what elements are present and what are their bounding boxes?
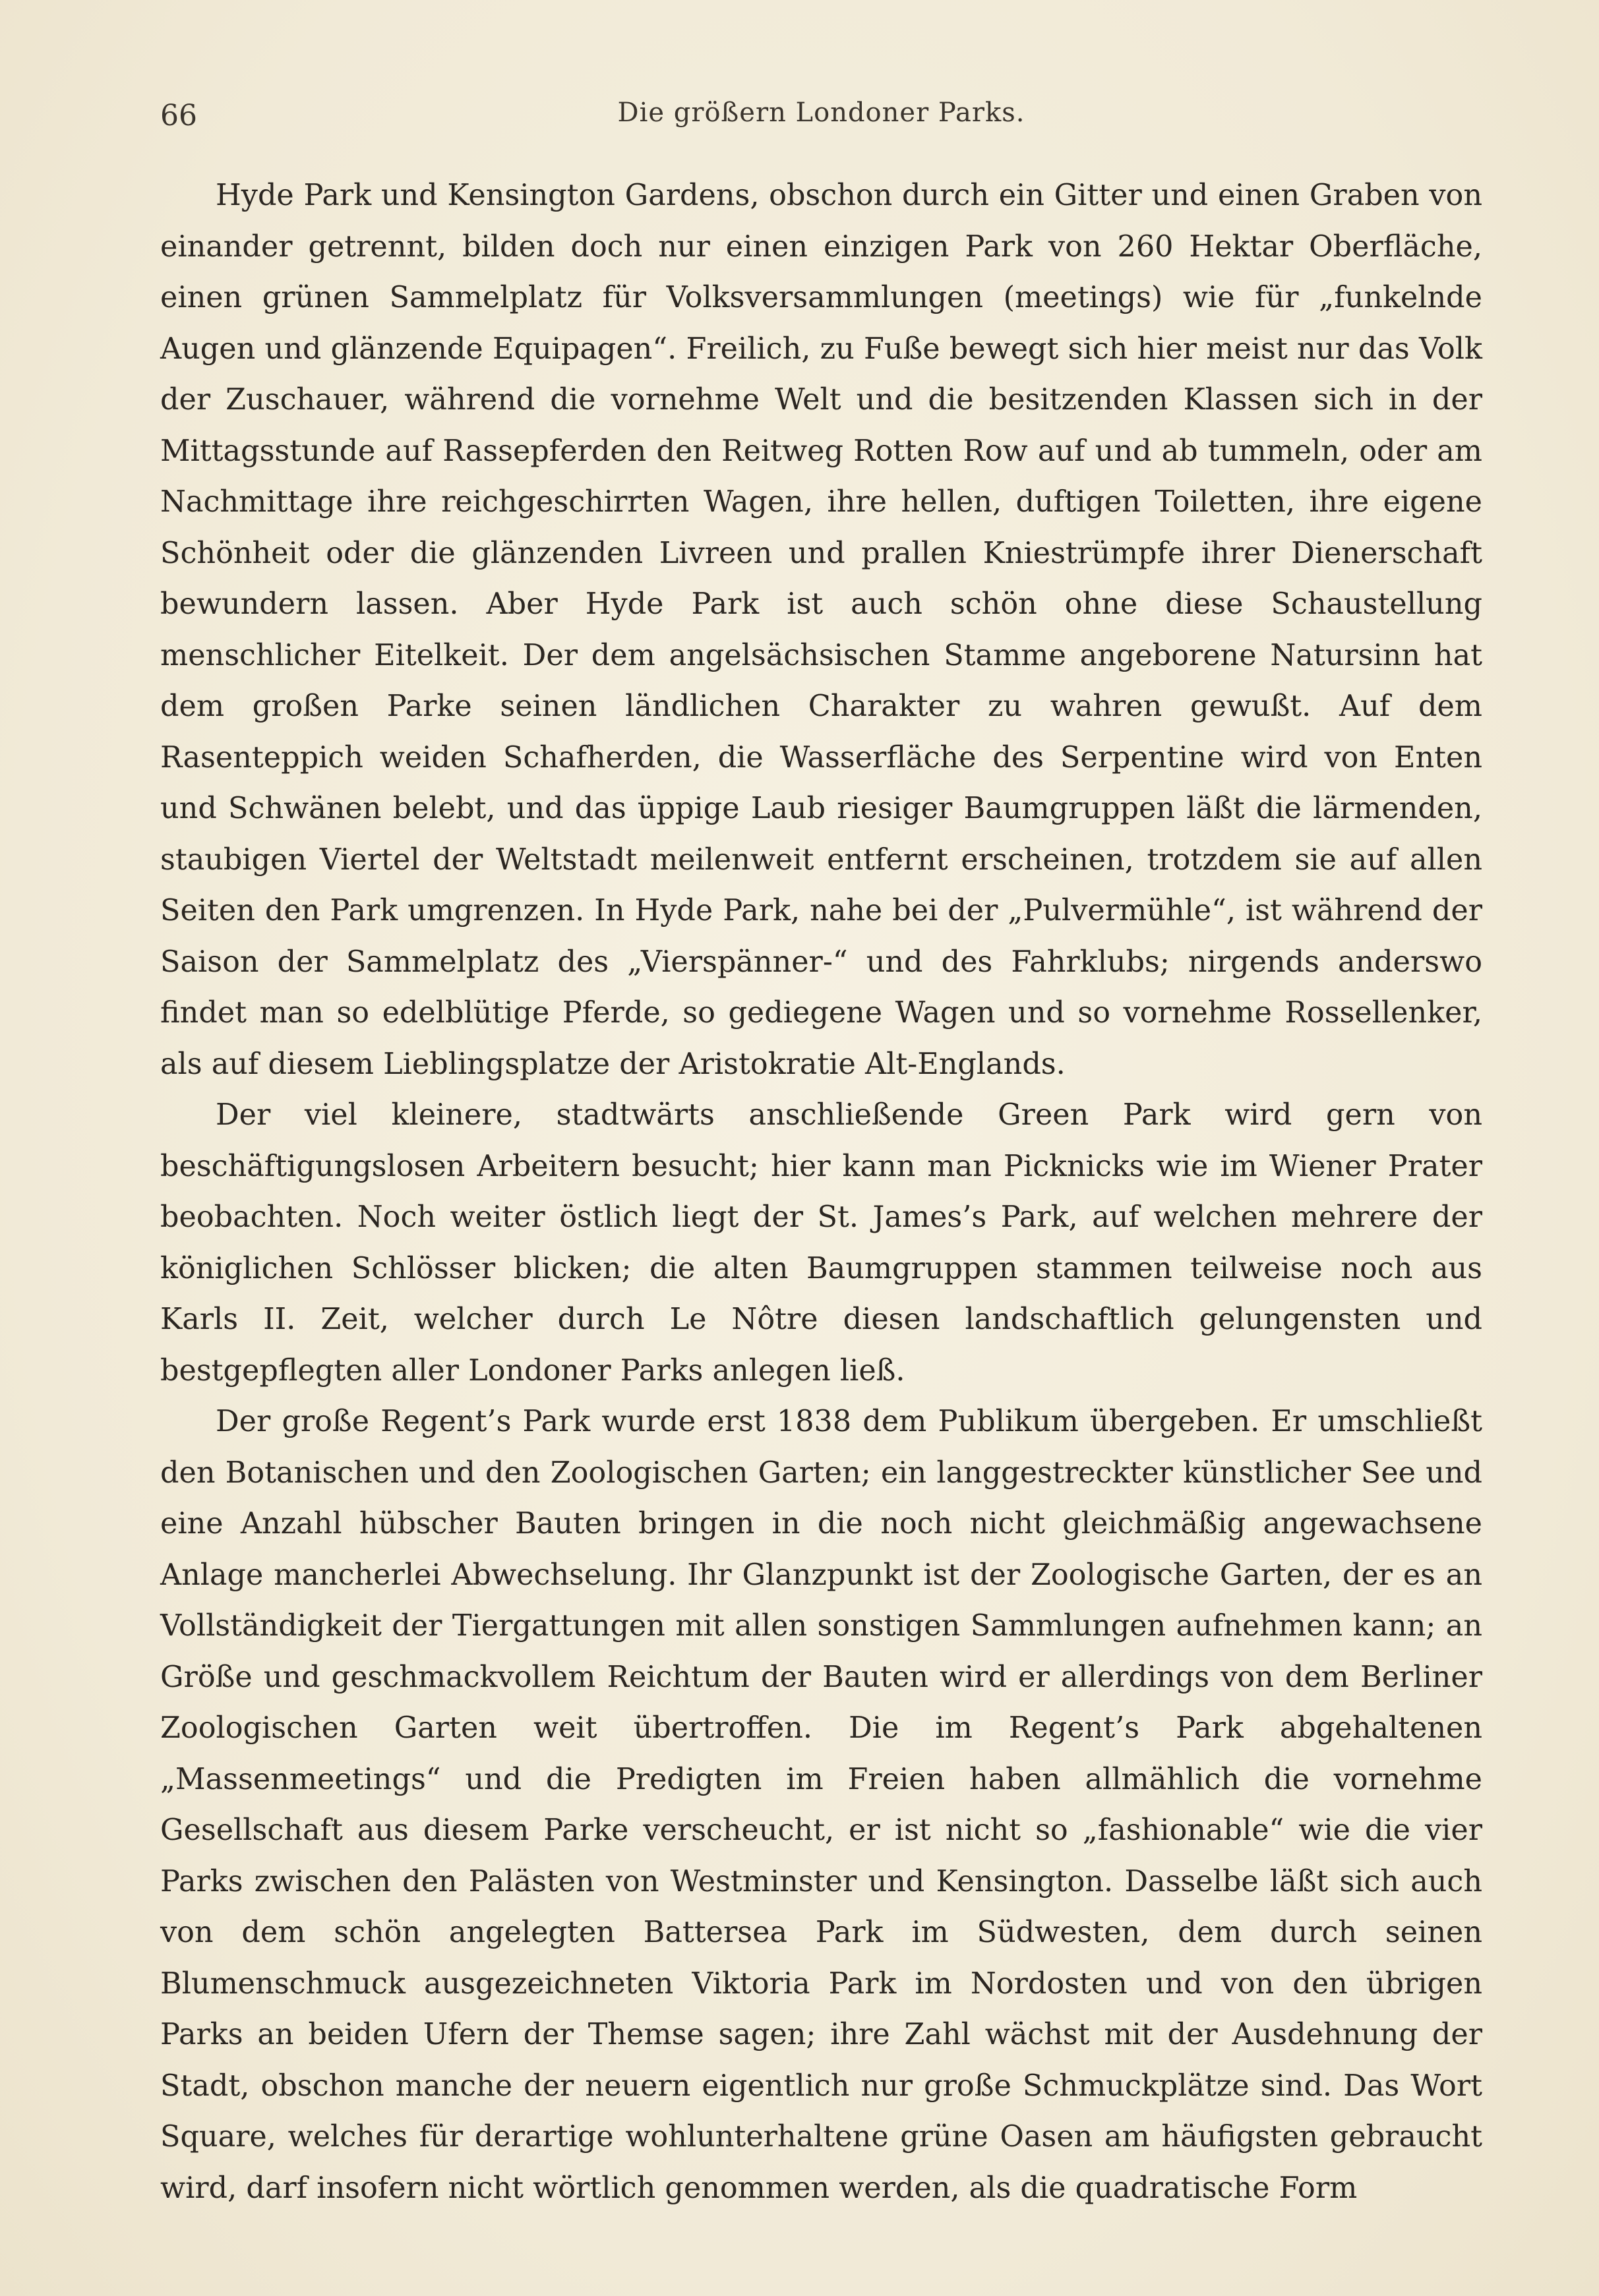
page-number: 66: [160, 99, 197, 132]
paragraph-hyde-park: Hyde Park und Kensington Gardens, obschon durch ein Gitter und einen Graben von einander getrennt, bilden doch nur einen einzigen Park von 260 Hektar Oberfläche, einen grünen Sammelplatz für Volksversammlungen (meetings) wie für „funkelnde Augen und glänzende Equipagen“. Freilich, zu Fuße bewegt sich hier meist nur das Volk der Zuschauer, während die vornehme Welt und die besitzenden Klassen sich in der Mittagsstunde auf Rassepferden den Reitweg Rotten Row auf und ab tummeln, oder am Nachmittage ihre reichgeschirrten Wagen, ihre hellen, duftigen Toiletten, ihre eigene Schönheit oder die glänzenden Livreen und prallen Kniestrümpfe ihrer Dienerschaft bewundern lassen. Aber Hyde Park ist auch schön ohne diese Schaustellung menschlicher Eitelkeit. Der dem angelsächsischen Stamme angeborene Natursinn hat dem großen Parke seinen ländlichen Charakter zu wahren gewußt. Auf dem Rasenteppich weiden Schafherden, die Wasserfläche des Serpentine wird von Enten und Schwänen belebt, und das üppige Laub riesiger Baumgruppen läßt die lärmenden, staubigen Viertel der Weltstadt meilenweit entfernt erscheinen, trotzdem sie auf allen Seiten den Park umgrenzen. In Hyde Park, nahe bei der „Pulvermühle“, ist während der Saison der Sammelplatz des „Vierspänner-“ und des Fahrklubs; nirgends anderswo findet man so edelblütige Pferde, so gediegene Wagen und so vornehme Rossellenker, als auf diesem Lieblingsplatze der Aristokratie Alt-Englands.: [160, 179, 1482, 1081]
paragraph-regents-park: Der große Regent’s Park wurde erst 1838 dem Publikum übergeben. Er umschließt den Botanischen und den Zoologischen Garten; ein langgestreckter künstlicher See und eine Anzahl hübscher Bauten bringen in die noch nicht gleichmäßig angewachsene Anlage mancherlei Abwechselung. Ihr Glanzpunkt ist der Zoologische Garten, der es an Vollständigkeit der Tiergattungen mit allen sonstigen Sammlungen aufnehmen kann; an Größe und geschmackvollem Reichtum der Bauten wird er allerdings von dem Berliner Zoologischen Garten weit übertroffen. Die im Regent’s Park abgehaltenen „Massenmeetings“ und die Predigten im Freien haben allmählich die vornehme Gesellschaft aus diesem Parke verscheucht, er ist nicht so „fashionable“ wie die vier Parks zwischen den Palästen von Westminster und Kensington. Dasselbe läßt sich auch von dem schön angelegten Battersea Park im Südwesten, dem durch seinen Blumenschmuck ausgezeichneten Viktoria Park im Nordosten und von den übrigen Parks an beiden Ufern der Themse sagen; ihre Zahl wächst mit der Ausdehnung der Stadt, obschon manche der neuern eigentlich nur große Schmuckplätze sind. Das Wort Square, welches für derartige wohlunterhaltene grüne Oasen am häufigsten gebraucht wird, darf insofern nicht wörtlich genommen werden, als die quadratische Form: [160, 1405, 1482, 2205]
body-text: [160, 170, 1482, 2214]
running-head: Die größern Londoner Parks.: [617, 98, 1025, 128]
paragraph-green-park: Der viel kleinere, stadtwärts anschließende Green Park wird gern von beschäftigungslosen Arbeitern besucht; hier kann man Picknicks wie im Wiener Prater beobachten. Noch weiter östlich liegt der St. James’s Park, auf welchen mehrere der königlichen Schlösser blicken; die alten Baumgruppen stammen teilweise noch aus Karls II. Zeit, welcher durch Le Nôtre diesen landschaftlich gelungensten und bestgepflegten aller Londoner Parks anlegen ließ.: [160, 1098, 1482, 1388]
page-header: [160, 86, 1482, 132]
